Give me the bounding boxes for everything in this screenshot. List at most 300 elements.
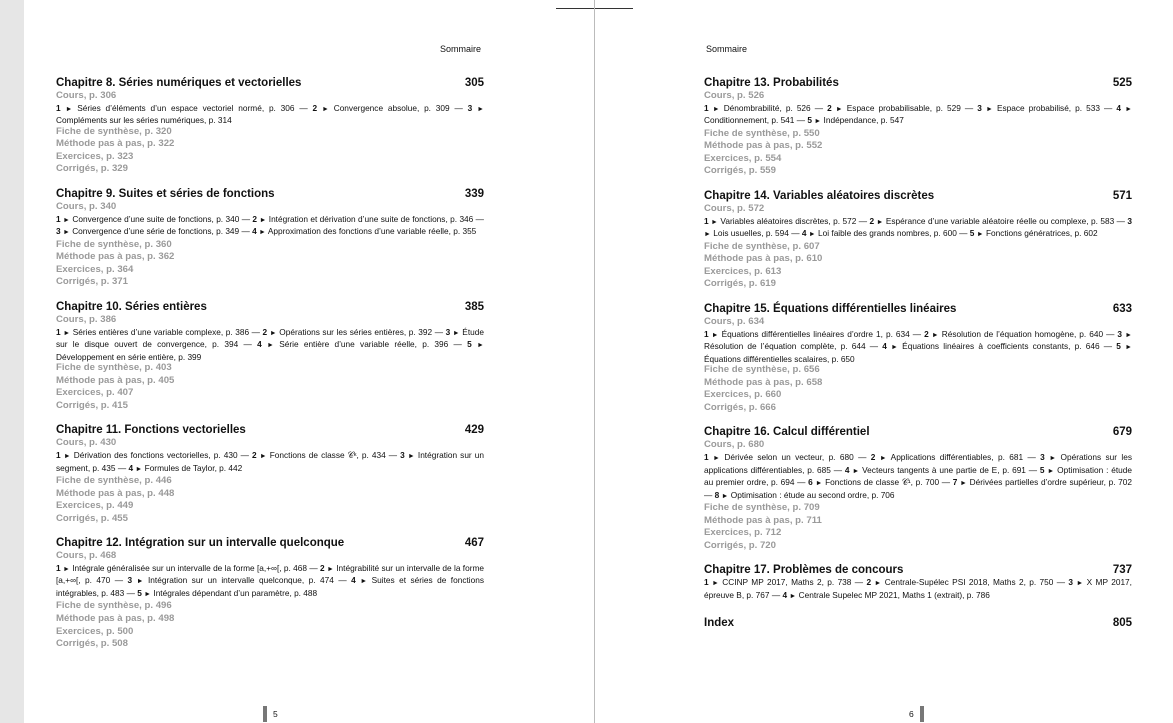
section-number: 5 <box>969 228 975 239</box>
section-text: Séries d’éléments d’un espace vectoriel normé, p. 306 <box>77 102 295 113</box>
chapter-heading <box>56 536 484 550</box>
section-number: 3 <box>127 575 133 586</box>
section-list <box>704 452 1132 502</box>
section-item <box>953 477 1132 487</box>
section-item <box>56 450 238 460</box>
section-item <box>128 463 242 473</box>
section-text: Équations différentielles linéaires d’ordre 1, p. 634 <box>721 328 910 339</box>
chapter-extra: Corrigés, p. 720 <box>704 539 776 551</box>
section-text: Convergence d’une suite de fonctions, p. 340 <box>72 213 240 224</box>
section-item <box>704 329 910 339</box>
section-number: 3 <box>445 326 451 337</box>
section-text: Fonctions de classe 𝒞ᵏ, p. 434 <box>269 450 386 460</box>
section-item <box>924 329 1103 339</box>
section-item <box>802 228 957 238</box>
chapter-extra: Exercices, p. 449 <box>56 500 134 512</box>
section-number: 7 <box>952 477 958 487</box>
section-separator: — <box>249 326 263 337</box>
section-item <box>257 339 448 349</box>
section-number: 4 <box>782 589 788 600</box>
chapter-page: 571 <box>1112 189 1132 202</box>
arrow-icon: ► <box>789 592 797 600</box>
section-text: Intégrabilité sur un intervalle de la forme [a,+∞[, p. 470 <box>56 562 484 586</box>
section-item <box>56 103 295 113</box>
chapter-title: Chapitre 14. Variables aléatoires discrètes <box>704 189 935 202</box>
section-number: 2 <box>827 102 832 113</box>
section-text: Dérivation des fonctions vectorielles, p. 430 <box>73 450 238 460</box>
section-number: 2 <box>252 213 258 224</box>
arrow-icon: ► <box>808 231 816 239</box>
chapter-extra: Exercices, p. 323 <box>56 150 134 162</box>
arrow-icon: ► <box>852 467 860 475</box>
section-separator: — <box>853 452 871 462</box>
section-item <box>252 214 473 224</box>
arrow-icon: ► <box>721 492 729 500</box>
section-number: 4 <box>128 462 134 473</box>
section-text: Équations différentielles scalaires, p. 650 <box>704 353 855 364</box>
section-separator: — <box>239 226 253 237</box>
section-text: Dérivées partielles d’ordre supérieur, p. 702 <box>969 477 1133 487</box>
chapter-extra: Méthode pas à pas, p. 322 <box>56 138 175 150</box>
section-number: 4 <box>1116 102 1122 113</box>
section-text: Convergence absolue, p. 309 <box>333 102 450 113</box>
chapter-title: Chapitre 16. Calcul différentiel <box>704 426 870 439</box>
section-separator: — <box>830 464 845 475</box>
arrow-icon: ► <box>713 455 720 462</box>
page-right <box>634 0 1173 723</box>
section-number: 1 <box>704 102 709 113</box>
section-number: 3 <box>1127 215 1132 226</box>
section-number: 3 <box>400 450 405 460</box>
arrow-icon: ► <box>1047 467 1055 475</box>
section-text: Intégration et dérivation d’une suite de fonctions, p. 346 <box>268 213 474 224</box>
section-item <box>137 588 317 598</box>
section-text: Fonctions génératrices, p. 602 <box>985 228 1098 239</box>
chapter-heading <box>56 423 484 437</box>
section-item <box>128 575 334 585</box>
chapter-extra: Méthode pas à pas, p. 362 <box>56 251 175 263</box>
section-number: 1 <box>56 102 61 113</box>
section-text: Optimisation : étude au premier ordre, p. 694 <box>704 464 1132 487</box>
cours-link: Cours, p. 386 <box>56 313 117 325</box>
section-number: 1 <box>56 326 61 337</box>
arrow-icon: ► <box>879 455 887 462</box>
chapter-page: 679 <box>1112 426 1132 439</box>
running-head: Sommaire <box>440 44 482 54</box>
section-list <box>56 214 484 239</box>
section-text: Approximation des fonctions d’une variable réelle, p. 355 <box>267 226 477 237</box>
section-text: Centrale-Supélec PSI 2018, Maths 2, p. 750 <box>884 577 1054 588</box>
arrow-icon: ► <box>259 229 266 237</box>
chapter-heading <box>704 425 1132 439</box>
chapter-heading <box>56 300 484 314</box>
section-text: Intégrales dépendant d’un paramètre, p. 488 <box>153 587 318 598</box>
section-separator: — <box>1025 464 1040 475</box>
arrow-icon: ► <box>63 453 71 460</box>
chapter-extra: Fiche de synthèse, p. 320 <box>56 125 172 137</box>
section-item <box>56 214 239 224</box>
section-separator: — <box>124 587 138 598</box>
arrow-icon: ► <box>1125 105 1133 113</box>
section-number: 4 <box>351 575 356 586</box>
section-text: Série entière d’une variable réelle, p. 396 <box>279 339 449 350</box>
section-separator: — <box>865 341 883 352</box>
chapter-extra: Méthode pas à pas, p. 405 <box>56 374 175 386</box>
chapter-extra: Fiche de synthèse, p. 446 <box>56 475 172 486</box>
chapter-title: Chapitre 15. Équations différentielles linéaires <box>704 302 957 315</box>
chapter-extra: Fiche de synthèse, p. 656 <box>704 364 820 376</box>
section-number: 2 <box>262 326 268 337</box>
section-item <box>715 490 895 500</box>
section-text: Développement en série entière, p. 399 <box>56 351 202 362</box>
section-number: 1 <box>56 562 61 573</box>
section-item <box>871 452 1023 462</box>
section-list <box>56 103 484 126</box>
chapter-extra: Méthode pas à pas, p. 448 <box>56 487 175 499</box>
chapter-page: 339 <box>464 187 484 200</box>
chapter-extra: Exercices, p. 364 <box>56 263 134 275</box>
section-text: Séries entières d’une variable complexe, p. 386 <box>72 326 250 337</box>
arrow-icon: ► <box>891 344 898 352</box>
cours-link: Cours, p. 340 <box>56 200 117 212</box>
cours-link: Cours, p. 634 <box>704 315 765 327</box>
section-item <box>807 115 903 125</box>
chapter-heading <box>56 187 484 201</box>
section-number: 2 <box>924 328 929 339</box>
running-head: Sommaire <box>706 44 748 54</box>
cours-link: Cours, p. 572 <box>704 202 765 214</box>
section-number: 4 <box>257 339 262 350</box>
chapter-entry <box>56 536 484 650</box>
arrow-icon: ► <box>1125 331 1133 339</box>
arrow-icon: ► <box>960 480 967 487</box>
arrow-icon: ► <box>835 105 843 113</box>
chapter-heading <box>704 563 1132 577</box>
section-separator: — <box>794 115 808 126</box>
section-separator: — <box>769 589 783 600</box>
chapter-entry <box>56 423 484 525</box>
chapter-entry <box>56 76 484 176</box>
section-separator: — <box>939 477 953 487</box>
chapter-extra: Méthode pas à pas, p. 610 <box>704 253 823 265</box>
section-number: 3 <box>56 226 61 237</box>
cours-link: Cours, p. 526 <box>704 90 765 101</box>
arrow-icon: ► <box>63 216 70 224</box>
cours-link: Cours, p. 306 <box>56 90 117 101</box>
section-text: Opérations sur les séries entières, p. 392 <box>279 326 433 337</box>
section-text: X MP 2017, épreuve B, p. 767 <box>704 577 1132 600</box>
section-text: Résolution de l’équation homogène, p. 640 <box>941 328 1104 339</box>
chapter-entry <box>704 76 1132 178</box>
page-left <box>24 0 556 723</box>
section-separator: — <box>1023 452 1041 462</box>
section-text: Centrale Supelec MP 2021, Maths 1 (extrait), p. 786 <box>798 589 990 600</box>
chapter-list <box>56 76 484 662</box>
section-separator: — <box>909 328 925 339</box>
section-item <box>56 226 239 236</box>
section-text: Variables aléatoires discrètes, p. 572 <box>720 215 857 226</box>
chapter-extra: Fiche de synthèse, p. 360 <box>56 238 172 250</box>
arrow-icon: ► <box>876 218 884 226</box>
section-number: 4 <box>801 228 807 239</box>
chapter-extra: Exercices, p. 712 <box>704 527 782 539</box>
section-separator: — <box>432 326 446 337</box>
section-item <box>252 450 386 460</box>
section-separator: — <box>1053 577 1069 588</box>
chapter-extra: Exercices, p. 613 <box>704 265 782 277</box>
chapter-title: Chapitre 8. Séries numériques et vectorielles <box>56 77 302 89</box>
chapter-page: 467 <box>464 537 484 550</box>
section-separator: — <box>110 575 128 586</box>
section-text: Formules de Taylor, p. 442 <box>144 462 243 473</box>
section-separator: — <box>294 102 313 113</box>
section-item <box>263 327 433 337</box>
arrow-icon: ► <box>452 329 460 337</box>
section-number: 4 <box>844 464 850 475</box>
chapter-page: 305 <box>464 77 484 89</box>
chapter-extra: Corrigés, p. 455 <box>56 512 128 524</box>
chapter-entry <box>704 425 1132 552</box>
chapter-title: Chapitre 17. Problèmes de concours <box>704 564 904 577</box>
section-item <box>56 327 249 337</box>
chapter-extra: Corrigés, p. 371 <box>56 276 128 288</box>
page-number: 5 <box>273 709 278 719</box>
chapter-entry <box>56 187 484 289</box>
section-number: 3 <box>1040 452 1045 462</box>
arrow-icon: ► <box>259 453 267 460</box>
section-list <box>56 450 484 475</box>
chapter-extra: Méthode pas à pas, p. 498 <box>56 613 175 625</box>
section-number: 5 <box>1039 464 1045 475</box>
arrow-icon: ► <box>1125 344 1132 352</box>
chapter-extra: Méthode pas à pas, p. 711 <box>704 514 822 526</box>
section-number: 1 <box>704 577 709 588</box>
chapter-extra: Exercices, p. 554 <box>704 152 782 164</box>
page-footer <box>263 706 278 722</box>
arrow-icon: ► <box>815 480 823 487</box>
section-separator: — <box>307 562 320 573</box>
section-separator: — <box>448 339 468 350</box>
section-item <box>252 226 476 236</box>
chapter-extra: Exercices, p. 660 <box>704 389 782 401</box>
section-separator: — <box>856 215 870 226</box>
section-item <box>704 452 854 462</box>
section-list <box>704 103 1132 128</box>
section-separator: — <box>794 477 809 487</box>
chapter-title: Chapitre 12. Intégration sur un intervalle quelconque <box>56 537 345 550</box>
section-item <box>704 577 851 587</box>
section-list <box>704 329 1132 365</box>
section-item <box>869 216 1114 226</box>
section-number: 3 <box>467 102 473 113</box>
section-text: Intégration sur un intervalle quelconque, p. 474 <box>148 575 334 586</box>
page-gutter <box>556 0 634 723</box>
cours-link: Cours, p. 430 <box>56 437 117 449</box>
section-separator: — <box>1099 341 1117 352</box>
cours-link: Cours, p. 468 <box>56 550 117 562</box>
section-number: 2 <box>866 577 872 588</box>
section-number: 2 <box>869 215 875 226</box>
section-text: Espace probabilisé, p. 533 <box>996 102 1100 113</box>
chapter-extra: Corrigés, p. 508 <box>56 638 128 650</box>
chapter-heading <box>704 302 1132 316</box>
section-list <box>704 577 1132 602</box>
chapter-entry <box>704 563 1132 602</box>
chapter-extra: Corrigés, p. 329 <box>56 163 128 175</box>
arrow-icon: ► <box>874 580 882 588</box>
arrow-icon: ► <box>711 218 718 226</box>
section-number: 2 <box>312 102 318 113</box>
arrow-icon: ► <box>259 216 267 224</box>
chapter-entry <box>704 302 1132 414</box>
arrow-icon: ► <box>360 578 368 586</box>
footer-bar <box>920 706 924 722</box>
section-list <box>56 327 484 363</box>
section-number: 4 <box>252 226 257 237</box>
section-separator: — <box>238 339 258 350</box>
arrow-icon: ► <box>711 331 719 339</box>
chapter-heading <box>704 76 1132 90</box>
section-separator: — <box>239 213 253 224</box>
section-separator: — <box>1114 215 1128 226</box>
section-item <box>866 577 1053 587</box>
section-separator: — <box>956 228 970 239</box>
section-number: 5 <box>137 587 142 598</box>
section-text: Optimisation : étude au second ordre, p. 706 <box>730 489 895 500</box>
section-text: Applications différentiables, p. 681 <box>890 452 1024 462</box>
chapter-page: 525 <box>1112 77 1132 89</box>
section-separator: — <box>1099 102 1117 113</box>
section-text: Compléments sur les séries numériques, p. 314 <box>56 115 232 126</box>
chapter-list <box>704 76 1132 630</box>
section-separator: — <box>385 450 401 460</box>
arrow-icon: ► <box>321 105 329 113</box>
gutter-divider <box>594 0 595 723</box>
arrow-icon: ► <box>985 105 993 113</box>
section-separator: — <box>1103 328 1118 339</box>
index-entry <box>704 616 1132 630</box>
footer-bar <box>263 706 267 722</box>
chapter-extra: Méthode pas à pas, p. 658 <box>704 376 823 388</box>
arrow-icon: ► <box>65 105 73 113</box>
arrow-icon: ► <box>477 105 484 113</box>
chapter-extra: Fiche de synthèse, p. 709 <box>704 502 820 513</box>
section-separator: — <box>788 228 802 239</box>
section-separator: — <box>704 489 715 500</box>
arrow-icon: ► <box>62 229 70 237</box>
section-number: 3 <box>977 102 982 113</box>
section-number: 3 <box>1068 577 1074 588</box>
arrow-icon: ► <box>269 329 277 337</box>
section-number: 1 <box>704 452 709 462</box>
section-text: Suites et séries de fonctions intégrables, p. 483 <box>56 575 484 598</box>
section-text: Opérations sur les applications différentiables, p. 685 <box>704 452 1132 475</box>
chapter-extra: Exercices, p. 500 <box>56 625 134 637</box>
cours-link: Cours, p. 680 <box>704 439 765 451</box>
section-number: 1 <box>704 328 709 339</box>
chapter-title: Chapitre 10. Séries entières <box>56 300 207 313</box>
chapter-title: Chapitre 9. Suites et séries de fonctions <box>56 187 275 200</box>
section-text: Convergence d’une série de fonctions, p. 349 <box>72 226 240 237</box>
section-text: CCINP MP 2017, Maths 2, p. 738 <box>722 577 852 588</box>
section-text: Fonctions de classe 𝒞¹, p. 700 <box>825 477 940 487</box>
chapter-extra: Corrigés, p. 415 <box>56 399 128 411</box>
chapter-extra: Corrigés, p. 559 <box>704 165 776 177</box>
section-text: Étude sur le disque ouvert de convergence, p. 394 <box>56 326 484 350</box>
section-number: 6 <box>808 477 813 487</box>
section-item <box>808 477 939 487</box>
arrow-icon: ► <box>1076 580 1084 588</box>
section-item <box>977 103 1100 113</box>
arrow-icon: ► <box>712 105 720 113</box>
chapter-title: Chapitre 13. Probabilités <box>704 77 839 89</box>
section-separator: — <box>810 102 828 113</box>
section-separator: — <box>960 102 978 113</box>
section-text: Indépendance, p. 547 <box>823 115 904 126</box>
section-item <box>970 228 1098 238</box>
arrow-icon: ► <box>1049 455 1057 462</box>
section-separator: — <box>473 213 484 224</box>
chapter-heading <box>56 76 484 90</box>
section-number: 3 <box>1117 328 1123 339</box>
arrow-icon: ► <box>135 465 143 473</box>
chapter-extra: Corrigés, p. 619 <box>704 278 776 290</box>
chapter-entry <box>56 300 484 412</box>
chapter-extra: Corrigés, p. 666 <box>704 401 776 413</box>
section-separator: — <box>333 575 352 586</box>
section-text: Espérance d’une variable aléatoire réelle ou complexe, p. 583 <box>885 215 1115 226</box>
section-number: 5 <box>807 115 812 126</box>
section-item <box>827 103 961 113</box>
section-number: 2 <box>870 452 876 462</box>
chapter-page: 429 <box>464 424 484 437</box>
arrow-icon: ► <box>704 231 711 239</box>
section-text: Intégrale généralisée sur un intervalle de la forme [a,+∞[, p. 468 <box>72 562 308 573</box>
chapter-extra: Fiche de synthèse, p. 550 <box>704 127 820 139</box>
chapter-extra: Exercices, p. 407 <box>56 387 134 399</box>
arrow-icon: ► <box>63 329 71 337</box>
chapter-extra: Fiche de synthèse, p. 496 <box>56 600 172 612</box>
section-text: Espace probabilisable, p. 529 <box>846 102 961 113</box>
section-text: Lois usuelles, p. 594 <box>713 228 789 239</box>
arrow-icon: ► <box>326 565 334 573</box>
section-separator: — <box>449 102 468 113</box>
section-item <box>704 103 811 113</box>
section-text: Vecteurs tangents à une partie de E, p. 691 <box>862 464 1026 475</box>
chapter-page: 633 <box>1112 302 1132 315</box>
chapter-extra: Fiche de synthèse, p. 607 <box>704 240 820 252</box>
section-number: 2 <box>319 562 325 573</box>
section-text: Dénombrabilité, p. 526 <box>723 102 811 113</box>
section-separator: — <box>237 450 253 460</box>
arrow-icon: ► <box>477 342 484 350</box>
section-text: Dérivée selon un vecteur, p. 680 <box>724 452 854 462</box>
section-list <box>704 216 1132 241</box>
section-number: 1 <box>704 215 709 226</box>
section-separator: — <box>851 577 867 588</box>
arrow-icon: ► <box>266 342 274 350</box>
chapter-extra: Méthode pas à pas, p. 552 <box>704 140 823 152</box>
arrow-icon: ► <box>407 453 415 460</box>
section-item <box>704 216 856 226</box>
section-number: 2 <box>252 450 257 460</box>
page-number: 6 <box>909 709 914 719</box>
section-item <box>882 341 1099 351</box>
section-separator: — <box>115 462 129 473</box>
section-item <box>312 103 449 113</box>
section-number: 4 <box>882 341 887 352</box>
chapter-heading <box>704 189 1132 203</box>
